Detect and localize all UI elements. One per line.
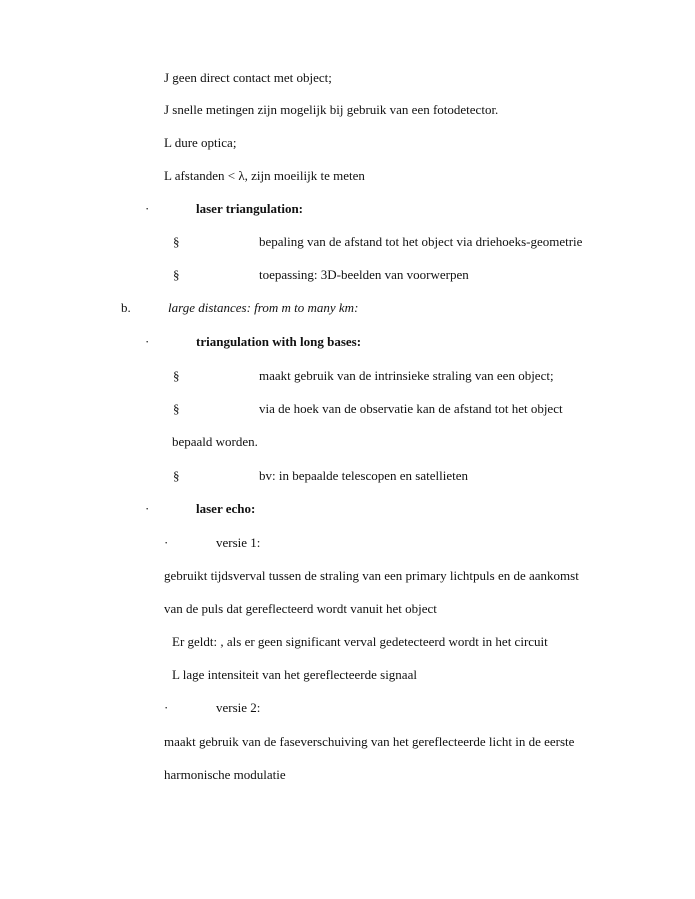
bullet-dot: · bbox=[145, 334, 150, 349]
bullet-dot: · bbox=[145, 501, 150, 516]
tri-long-item-1: maakt gebruik van de intrinsieke straling van een object; bbox=[259, 368, 554, 383]
subheading-large-distances: large distances: from m to many km: bbox=[168, 300, 359, 315]
tri-long-item-2-continued: bepaald worden. bbox=[172, 434, 258, 449]
laser-tri-item-1: bepaling van de afstand tot het object via driehoeks-geometrie bbox=[259, 234, 583, 249]
versie-1-text-2: van de puls dat gereflecteerd wordt vanuit het object bbox=[164, 601, 437, 616]
heading-laser-triangulation: laser triangulation: bbox=[196, 201, 304, 216]
versie-1-text-1: gebruikt tijdsverval tussen de straling van een primary lichtpuls en de aankomst bbox=[164, 568, 579, 583]
list-label-b: b. bbox=[121, 300, 131, 315]
pro-no-contact: J geen direct contact met object; bbox=[164, 70, 332, 85]
heading-triangulation-long-bases: triangulation with long bases: bbox=[196, 334, 362, 349]
section-marker: § bbox=[173, 468, 180, 483]
con-expensive-optics: L dure optica; bbox=[164, 135, 237, 150]
versie-1-text-3: Er geldt: , als er geen significant verval gedetecteerd wordt in het circuit bbox=[172, 634, 548, 649]
con-small-distances: L afstanden < λ, zijn moeilijk te meten bbox=[164, 168, 365, 183]
versie-2-text-2: harmonische modulatie bbox=[164, 767, 286, 782]
pro-fast-measurement: J snelle metingen zijn mogelijk bij gebruik van een fotodetector. bbox=[164, 102, 499, 117]
bullet-dot: · bbox=[164, 535, 169, 550]
label-versie-2: versie 2: bbox=[216, 700, 261, 715]
label-versie-1: versie 1: bbox=[216, 535, 261, 550]
section-marker: § bbox=[173, 267, 180, 282]
tri-long-item-3: bv: in bepaalde telescopen en satellieten bbox=[259, 468, 468, 483]
versie-1-text-4: L lage intensiteit van het gereflecteerde signaal bbox=[172, 667, 417, 682]
section-marker: § bbox=[173, 368, 180, 383]
section-marker: § bbox=[173, 401, 180, 416]
tri-long-item-2: via de hoek van de observatie kan de afstand tot het object bbox=[259, 401, 563, 416]
laser-tri-item-2: toepassing: 3D-beelden van voorwerpen bbox=[259, 267, 469, 282]
bullet-dot: · bbox=[164, 700, 169, 715]
section-marker: § bbox=[173, 234, 180, 249]
bullet-dot: · bbox=[145, 201, 150, 216]
versie-2-text-1: maakt gebruik van de faseverschuiving van het gereflecteerde licht in de eerste bbox=[164, 734, 575, 749]
heading-laser-echo: laser echo: bbox=[196, 501, 256, 516]
